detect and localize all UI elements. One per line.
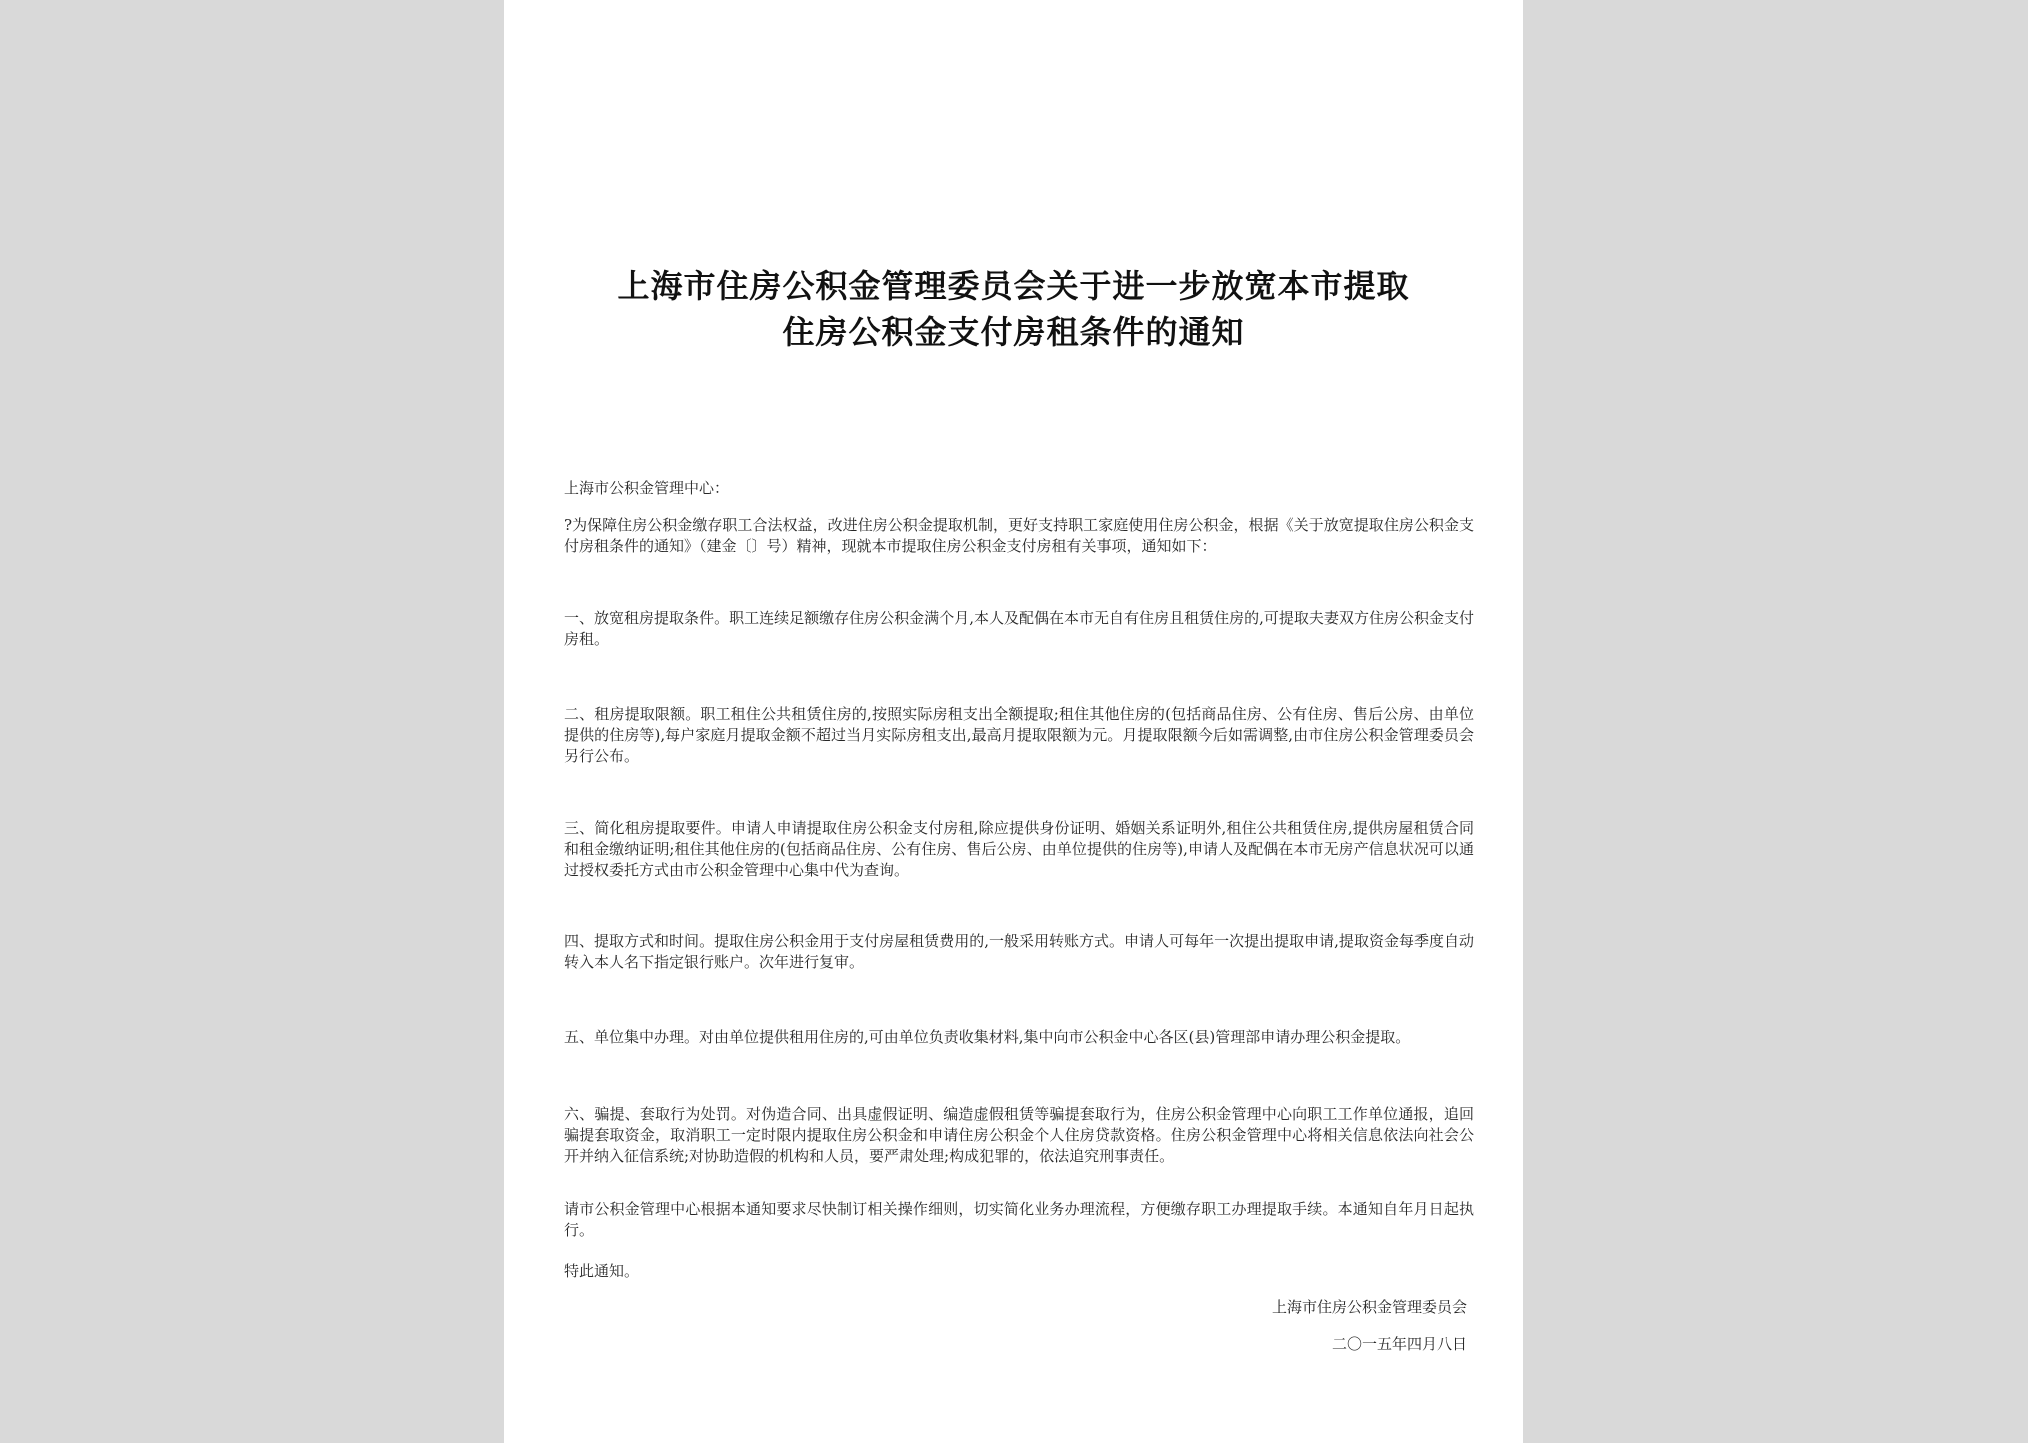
signature-organization: 上海市住房公积金管理委员会 [1271, 1298, 1467, 1316]
salutation: 上海市公积金管理中心： [564, 479, 730, 497]
document-page [504, 0, 1523, 1443]
paragraph-notice: 特此通知。 [564, 1262, 640, 1280]
paragraph-item-6: 六、骗提、套取行为处罚。对伪造合同、出具虚假证明、编造虚假租赁等骗提套取行为，住房公积金管理中心向职工工作单位通报，追回骗提套取资金，取消职工一定时限内提取住房公积金和申请住房公积金个人住房贷款资格。住房公积金管理中心将相关信息依法向社会公开并纳入征信系统;对协助造假的机构和人员，要严肃处理;构成犯罪的，依法追究刑事责任。 [564, 1105, 1474, 1165]
paragraph-item-5: 五、单位集中办理。对由单位提供租用住房的,可由单位负责收集材料,集中向市公积金中心各区(县)管理部申请办理公积金提取。 [564, 1028, 1411, 1046]
title-line-2: 住房公积金支付房租条件的通知 [782, 313, 1245, 351]
document-title [544, 263, 1483, 355]
paragraph-item-2: 二、租房提取限额。职工租住公共租赁住房的,按照实际房租支出全额提取;租住其他住房的(包括商品住房、公有住房、售后公房、由单位提供的住房等),每户家庭月提取金额不超过当月实际房租支出,最高月提取限额为元。月提取限额今后如需调整,由市住房公积金管理委员会另行公布。 [564, 705, 1474, 765]
paragraph-intro: ?为保障住房公积金缴存职工合法权益，改进住房公积金提取机制，更好支持职工家庭使用住房公积金，根据《关于放宽提取住房公积金支付房租条件的通知》（建金〔〕号）精神，现就本市提取住房公积金支付房租有关事项，通知如下： [564, 516, 1474, 555]
paragraph-closing: 请市公积金管理中心根据本通知要求尽快制订相关操作细则，切实简化业务办理流程，方便缴存职工办理提取手续。本通知自年月日起执行。 [564, 1200, 1474, 1239]
paragraph-item-3: 三、简化租房提取要件。申请人申请提取住房公积金支付房租,除应提供身份证明、婚姻关系证明外,租住公共租赁住房,提供房屋租赁合同和租金缴纳证明;租住其他住房的(包括商品住房、公有住房、售后公房、由单位提供的住房等),申请人及配偶在本市无房产信息状况可以通过授权委托方式由市公积金管理中心集中代为查询。 [564, 819, 1474, 879]
signature-date: 二〇一五年四月八日 [1331, 1335, 1467, 1353]
paragraph-item-1: 一、放宽租房提取条件。职工连续足额缴存住房公积金满个月,本人及配偶在本市无自有住房且租赁住房的,可提取夫妻双方住房公积金支付房租。 [564, 609, 1474, 648]
title-line-1: 上海市住房公积金管理委员会关于进一步放宽本市提取 [617, 267, 1410, 305]
paragraph-item-4: 四、提取方式和时间。提取住房公积金用于支付房屋租赁费用的,一般采用转账方式。申请人可每年一次提出提取申请,提取资金每季度自动转入本人名下指定银行账户。次年进行复审。 [564, 932, 1474, 971]
